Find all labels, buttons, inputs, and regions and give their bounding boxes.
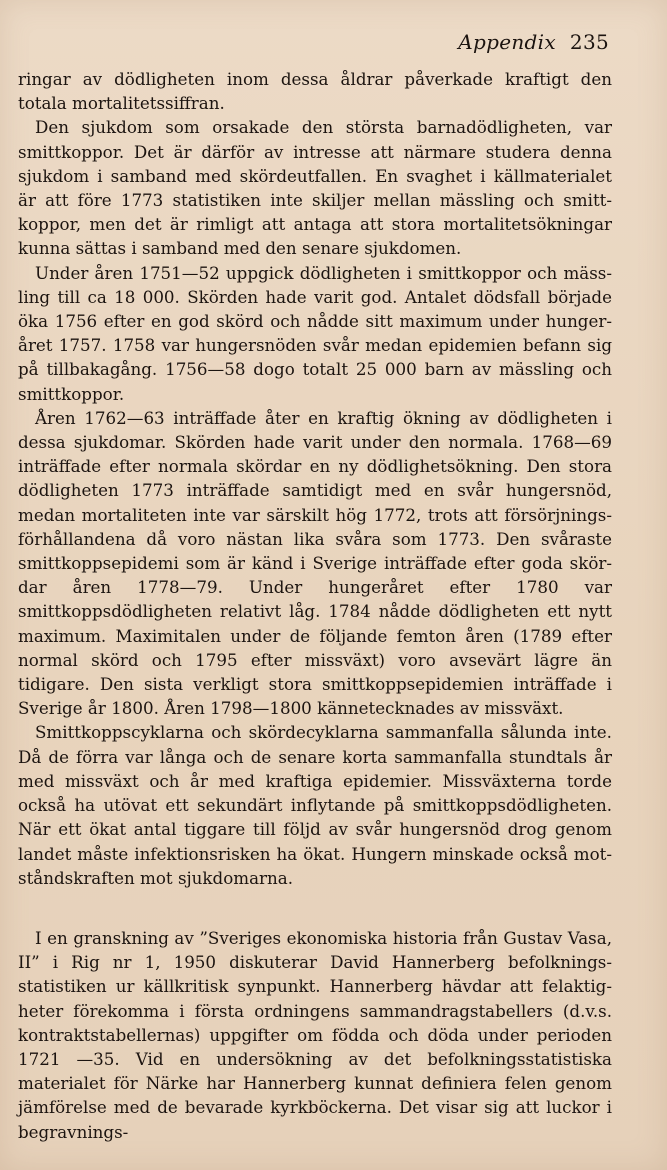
paragraph-1751-period: Under åren 1751—52 uppgick dödligheten i smittkoppor och mässling till ca 18 000. Skörden hade varit god. Antalet dödsfall började öka 1756 efter en god skörd och nådde sitt maximum under hungeråret 1757. 1758 var hungersnöden svår medan epidemien befann sig på tillbakagång. 1756—58 dogo totalt 25 000 barn av mässling och smittkoppor. — [18, 262, 612, 404]
paragraph-continuation: ringar av dödligheten inom dessa åldrar påverkade kraftigt den totala mortalitetssiffran. — [18, 69, 612, 114]
header-title: Appendix — [458, 30, 556, 54]
paragraph-smallpox-intro: Den sjukdom som orsakade den största barnadödligheten, var smittkoppor. Det är därför av intresse att närmare studera denna sjukdom i samband med skördeutfallen. En svaghet i källmaterialet är att före 1773 statistiken inte skiljer mellan mässling och smittkoppor, men det är rimligt att antaga att stora mortalitetsökningar kunna sättas i samband med den senare sjukdomen. — [18, 117, 612, 259]
page-number: 235 — [569, 30, 609, 54]
running-header — [458, 30, 609, 54]
paragraph-cycles: Smittkoppscyklarna och skördecyklarna sammanfalla sålunda inte. Då de förra var långa och de senare korta sammanfalla stundtals år med missväxt och år med kraftiga epidemier. Missväxterna torde också ha utövat ett sekundärt inflytande på smittkoppsdödligheten. När ett ökat antal tiggare till följd av svår hungersnöd drog genom landet måste infektionsrisken ha ökat. Hungern minskade också motståndskraften mot sjukdomarna. — [18, 722, 612, 888]
paragraph-hannerberg: I en granskning av ”Sveriges ekonomiska historia från Gustav Vasa, II” i Rig nr 1, 1950 diskuterar David Hannerberg befolkningsstatistiken ur källkritisk synpunkt. Hannerberg hävdar att felaktigheter förekomma i första ordningens sammandragstabellers (d.v.s. kontraktstabellernas) uppgifter om födda och döda under perioden 1721 —35. Vid en undersökning av det befolkningsstatistiska materialet för Närke har Hannerberg kunnat definiera felen genom jämförelse med de bevarade kyrkböckerna. Det visar sig att luckor i begravnings- — [18, 927, 612, 1142]
paragraph-1762-period: Åren 1762—63 inträffade åter en kraftig ökning av dödligheten i dessa sjukdomar. Skörden hade varit under den normala. 1768—69 inträffade efter normala skördar en ny dödlighetsökning. Den stora dödligheten 1773 inträffade samtidigt med en svår hungersnöd, medan mortaliteten inte var särskilt hög 1772, trots att försörjningsförhållandena då voro nästan lika svåra som 1773. Den svåraste smittkoppsepidemi som är känd i Sverige inträffade efter goda skördar åren 1778—79. Under hungeråret efter 1780 var smittkoppsdödligheten relativt låg. 1784 nådde dödligheten ett nytt maximum. Maximitalen under de följande femton åren (1789 efter normal skörd och 1795 efter missväxt) voro avsevärt lägre än tidigare. Den sista verkligt stora smittkoppsepidemien inträffade i Sverige år 1800. Åren 1798—1800 kännetecknades av missväxt. — [18, 407, 612, 719]
body-text — [18, 67, 612, 1144]
